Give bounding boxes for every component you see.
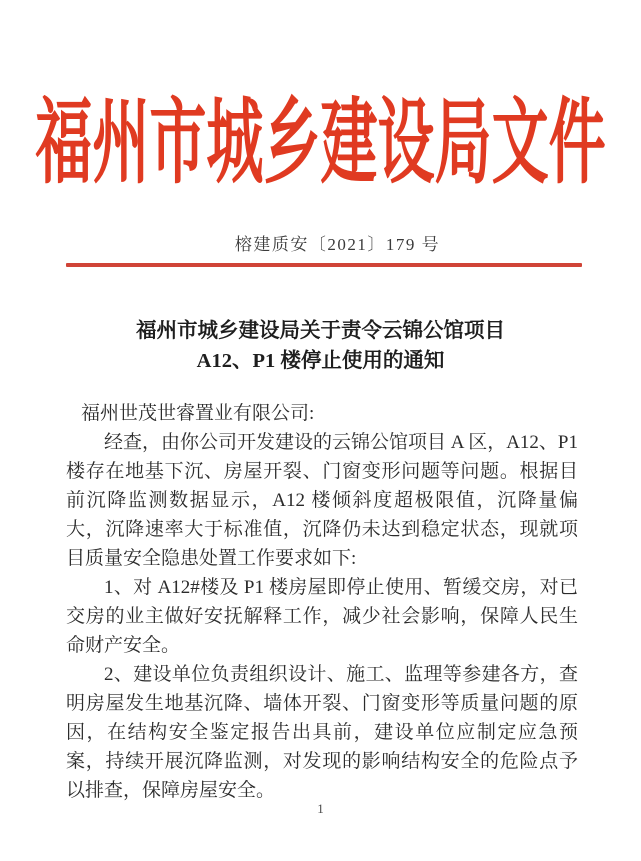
- notice-body: [66, 399, 578, 805]
- paragraph-introduction: 经查，由你公司开发建设的云锦公馆项目 A 区，A12、P1 楼存在地基下沉、房屋开裂、门窗变形问题等问题。根据目前沉降监测数据显示，A12 楼倾斜度超极限值，沉降量偏大，沉降速率大于标准值，沉降仍未达到稳定状态，现就项目质量安全隐患处置工作要求如下:: [66, 432, 578, 569]
- subject-line-1: 福州市城乡建设局关于责令云锦公馆项目: [136, 320, 505, 342]
- subject-line-2: A12、P1 楼停止使用的通知: [196, 350, 445, 372]
- document-reference-number: 榕建质安〔2021〕179 号: [234, 235, 441, 254]
- notice-subject-title: [0, 316, 641, 376]
- paragraph-item-2: 2、建设单位负责组织设计、施工、监理等参建各方，查明房屋发生地基沉降、墙体开裂、门窗变形等质量问题的原因，在结构安全鉴定报告出具前，建设单位应制定应急预案，持续开展沉降监测，对发现的影响结构安全的危险点予以排查，保障房屋安全。: [66, 664, 578, 801]
- paragraph-item-1: 1、对 A12#楼及 P1 楼房屋即停止使用、暂缓交房，对已交房的业主做好安抚解释工作，减少社会影响，保障人民生命财产安全。: [66, 577, 578, 656]
- agency-letterhead-title: 福州市城乡建设局文件: [35, 93, 606, 196]
- red-divider-line: [66, 263, 582, 267]
- page-number: 1: [317, 801, 324, 816]
- recipient-line: 福州世茂世睿置业有限公司:: [81, 403, 315, 424]
